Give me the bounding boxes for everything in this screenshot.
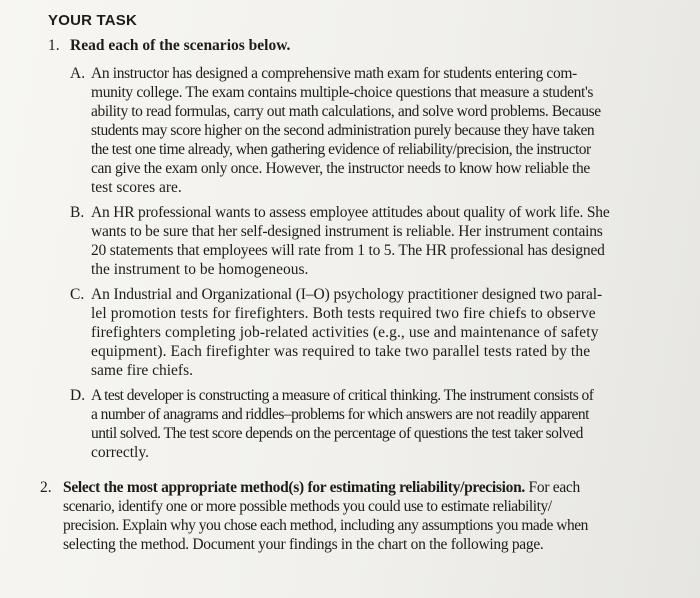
scenario-a-line: students may score higher on the second administration purely because they have taken xyxy=(91,122,595,139)
scenario-a-line: ability to read formulas, carry out math calculations, and solve word problems. Because xyxy=(91,103,601,120)
task1-title: Read each of the scenarios below. xyxy=(70,37,291,54)
scenario-b-line: 20 statements that employees will rate from 1 to 5. The HR professional has designed xyxy=(91,242,605,259)
scenario-d-line: a number of anagrams and riddles–problems for which answers are not readily apparent xyxy=(91,406,589,423)
task2-title: Select the most appropriate method(s) for estimating reliability/precision. xyxy=(63,479,525,496)
task2-first-line xyxy=(63,479,580,497)
scenario-a-letter: A. xyxy=(70,65,86,82)
scenario-c-line: An Industrial and Organizational (I–O) psychology practitioner designed two paral- xyxy=(91,286,603,303)
scenario-d-line: A test developer is constructing a measure of critical thinking. The instrument consists of xyxy=(91,387,594,404)
scenario-d-letter: D. xyxy=(70,387,86,404)
scenario-b-letter: B. xyxy=(70,204,85,221)
scenario-d-line: correctly. xyxy=(91,444,149,461)
scenario-d-line: until solved. The test score depends on the percentage of questions the test taker solved xyxy=(91,425,583,442)
scenario-a-line: munity college. The exam contains multiple-choice questions that measure a student's xyxy=(91,84,594,101)
scenario-b-line: wants to be sure that her self-designed instrument is reliable. Her instrument contains xyxy=(91,223,603,240)
scenario-b-line: An HR professional wants to assess employee attitudes about quality of work life. She xyxy=(91,204,610,221)
scenario-a-line: test scores are. xyxy=(91,179,182,196)
task2-line: precision. Explain why you chose each method, including any assumptions you made when xyxy=(63,517,588,534)
scenario-c-line: firefighters completing job-related activities (e.g., use and maintenance of safety xyxy=(91,324,599,341)
scenario-b-line: the instrument to be homogeneous. xyxy=(91,261,309,278)
task2-line: scenario, identify one or more possible methods you could use to estimate reliability/ xyxy=(63,498,552,515)
task2-number: 2. xyxy=(40,479,52,496)
task2-line: selecting the method. Document your findings in the chart on the following page. xyxy=(63,536,544,553)
scenario-c-line: lel promotion tests for firefighters. Both tests required two fire chiefs to observe xyxy=(91,305,596,322)
scenario-a-line: the test one time already, when gathering evidence of reliability/precision, the instructor xyxy=(91,141,591,158)
scenario-c-line: equipment). Each firefighter was required to take two parallel tests rated by the xyxy=(91,343,591,360)
scenario-c-line: same fire chiefs. xyxy=(91,362,193,379)
scenario-c-letter: C. xyxy=(70,286,85,303)
scenario-a-line: An instructor has designed a comprehensive math exam for students entering com- xyxy=(91,65,577,82)
task1-number: 1. xyxy=(48,37,60,54)
task2-title-tail: For each xyxy=(524,479,580,496)
scenario-a-line: can give the exam only once. However, the instructor needs to know how reliable the xyxy=(91,160,590,177)
page-heading: YOUR TASK xyxy=(48,12,138,29)
